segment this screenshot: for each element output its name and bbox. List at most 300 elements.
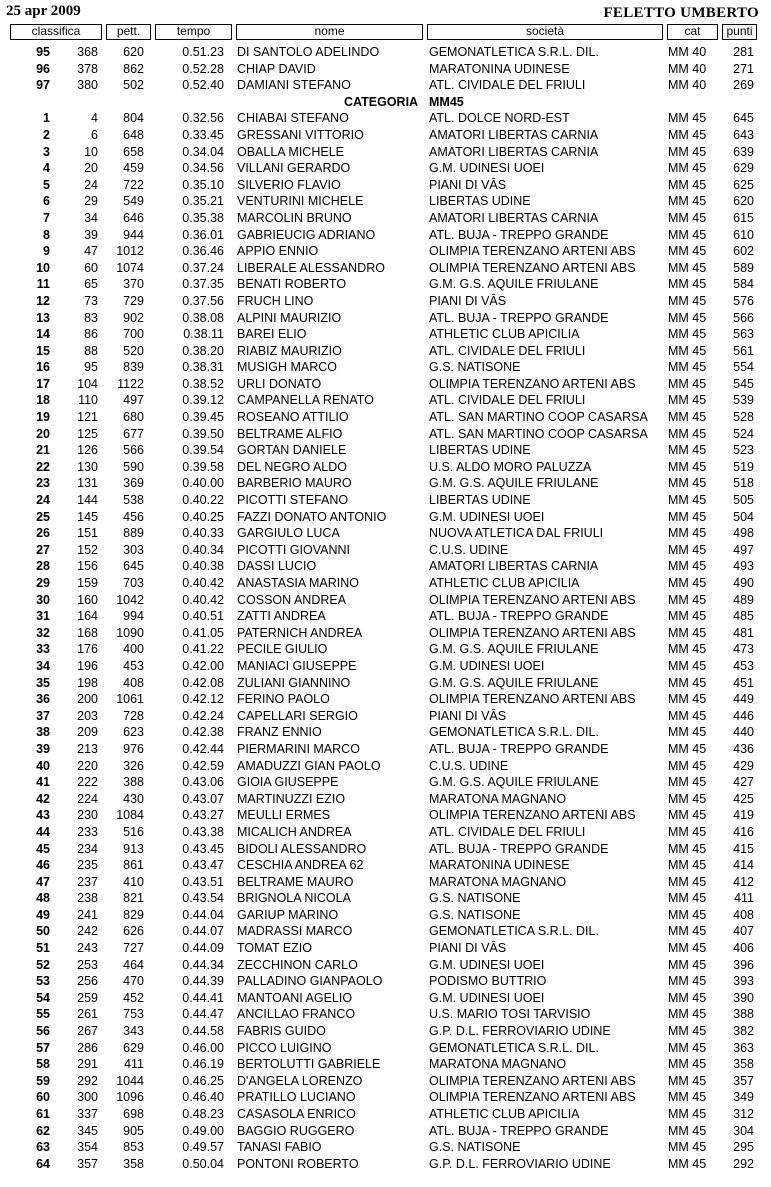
result-row [0,708,771,725]
club-name: PIANI DI VÂS [429,941,507,956]
category-code: MM 45 [668,1140,707,1155]
result-row [0,260,771,277]
bib-number: 703 [123,576,144,590]
finish-time: 0.36.46 [182,244,224,259]
points: 629 [733,161,754,176]
club-name: OLIMPIA TERENZANO ARTENI ABS [429,1090,636,1105]
category-code: MM 45 [668,426,707,441]
club-name: GEMONATLETICA S.R.L. DIL. [429,1040,599,1055]
points: 576 [733,293,754,308]
column-header-cat: cat [667,24,718,40]
athlete-name: GRESSANI VITTORIO [237,127,364,142]
category-code: MM 45 [668,758,707,773]
position: 16 [36,360,50,375]
overall-rank: 253 [77,957,98,972]
category-code: MM 45 [668,874,707,889]
points: 645 [733,111,754,126]
bib-number: 566 [123,443,144,458]
club-name: G.P. D.L. FERROVIARIO UDINE [429,1156,611,1171]
result-row [0,608,771,625]
category-code: MM 45 [668,210,707,225]
overall-rank: 125 [77,426,98,441]
club-name: ATL. BUJA - TREPPO GRANDE [429,841,609,856]
overall-rank: 110 [78,393,98,408]
overall-rank: 222 [77,775,98,790]
result-row [0,1089,771,1106]
position: 11 [36,277,50,292]
result-row [0,841,771,858]
overall-rank: 86 [84,327,98,342]
finish-time: 0.34.56 [182,161,224,176]
points: 566 [733,310,754,325]
position: 54 [36,990,50,1005]
category-label: CATEGORIA [344,94,419,109]
bib-number: 590 [123,459,144,474]
result-row [0,675,771,692]
points: 416 [733,824,754,839]
category-code: MM 45 [668,277,707,292]
bib-number: 1074 [116,260,144,275]
athlete-name: GARIUP MARINO [237,907,339,922]
position: 19 [36,410,50,425]
athlete-name: RIABIZ MAURIZIO [237,343,342,358]
result-row [0,1156,771,1173]
overall-rank: 357 [77,1156,98,1171]
category-code: MM 45 [668,410,707,425]
overall-rank: 104 [77,376,98,391]
bib-number: 358 [123,1156,144,1171]
category-code: MM 45 [668,360,707,375]
position: 50 [36,924,50,939]
category-code: MM 45 [668,741,707,756]
athlete-name: ANASTASIA MARINO [237,576,360,590]
overall-rank: 151 [77,526,98,541]
club-name: AMATORI LIBERTAS CARNIA [429,559,599,574]
finish-time: 0.41.05 [182,625,224,640]
finish-time: 0.43.07 [182,791,224,806]
overall-rank: 213 [77,741,98,756]
club-name: G.S. NATISONE [429,360,521,375]
points: 518 [733,476,754,491]
category-code: MM 45 [668,227,707,242]
bib-number: 994 [123,609,144,624]
result-row [0,475,771,492]
position: 62 [36,1123,50,1138]
finish-time: 0.51.23 [182,45,224,59]
athlete-name: MANIACI GIUSEPPE [237,658,357,673]
points: 357 [733,1073,754,1088]
points: 411 [734,891,754,906]
position: 51 [36,941,50,956]
column-header-pett: pett. [106,24,151,40]
bib-number: 658 [123,144,144,159]
finish-time: 0.35.38 [182,210,224,225]
finish-time: 0.40.34 [182,542,224,557]
position: 12 [36,293,50,308]
result-row [0,758,771,775]
category-code: MM 45 [668,376,707,391]
club-name: ATL. BUJA - TREPPO GRANDE [429,227,609,242]
bib-number: 516 [123,824,144,839]
club-name: G.S. NATISONE [429,891,521,906]
category-code: MM 45 [668,343,707,358]
position: 60 [36,1090,50,1105]
category-code: MM 45 [668,542,707,557]
overall-rank: 256 [77,974,98,989]
overall-rank: 24 [84,177,98,192]
points: 269 [733,78,754,93]
overall-rank: 10 [84,144,98,159]
club-name: U.S. MARIO TOSI TARVISIO [429,1007,591,1022]
category-code: MM 45 [668,111,707,126]
club-name: LIBERTAS UDINE [429,443,531,458]
points: 412 [733,874,754,889]
athlete-name: CAPELLARI SERGIO [237,708,358,723]
result-row [0,492,771,509]
finish-time: 0.49.57 [182,1140,224,1155]
bib-number: 727 [123,941,144,956]
points: 602 [733,244,754,259]
points: 446 [733,708,754,723]
points: 504 [733,509,754,524]
result-row [0,724,771,741]
position: 33 [36,642,50,657]
athlete-name: TANASI FABIO [237,1140,322,1155]
club-name: G.M. UDINESI UOEI [429,990,545,1005]
result-row [0,160,771,177]
finish-time: 0.44.58 [182,1024,224,1039]
club-name: AMATORI LIBERTAS CARNIA [429,144,599,159]
points: 396 [733,957,754,972]
athlete-name: DASSI LUCIO [237,559,317,574]
result-row [0,824,771,841]
overall-rank: 156 [77,559,98,574]
finish-time: 0.43.47 [182,858,224,873]
category-code: MM 45 [668,941,707,956]
bib-number: 623 [123,725,144,740]
athlete-name: MUSIGH MARCO [237,360,337,375]
bib-number: 430 [123,791,144,806]
points: 304 [733,1123,754,1138]
club-name: ATL. CIVIDALE DEL FRIULI [429,393,586,408]
athlete-name: MARCOLIN BRUNO [237,210,352,225]
position: 59 [36,1073,50,1088]
category-code: MM 45 [668,775,707,790]
club-name: MARATONINA UDINESE [429,61,570,76]
club-name: ATHLETIC CLUB APICILIA [429,1107,580,1121]
finish-time: 0.42.08 [182,675,224,690]
points: 271 [733,61,754,76]
points: 414 [733,858,754,873]
athlete-name: PICCO LUIGINO [237,1040,332,1055]
club-name: ATL. BUJA - TREPPO GRANDE [429,741,609,756]
points: 436 [733,741,754,756]
athlete-name: BAREI ELIO [237,327,307,342]
result-row [0,575,771,592]
race-date: 25 apr 2009 [6,3,81,19]
overall-rank: 131 [77,476,98,491]
position: 28 [36,559,50,574]
overall-rank: 4 [91,111,98,126]
bib-number: 645 [123,559,144,574]
finish-time: 0.37.56 [182,293,224,308]
points: 429 [733,758,754,773]
bib-number: 728 [123,708,144,723]
position: 44 [36,824,50,839]
athlete-name: D'ANGELA LORENZO [237,1073,363,1088]
finish-time: 0.40.38 [182,559,224,574]
points: 408 [733,907,754,922]
result-row [0,409,771,426]
result-row [0,625,771,642]
points: 523 [733,443,754,458]
overall-rank: 209 [77,725,98,740]
position: 64 [36,1156,50,1171]
result-row [0,127,771,144]
points: 498 [733,526,754,541]
category-code: MM 45 [668,658,707,673]
points: 363 [733,1040,754,1055]
points: 524 [733,426,754,441]
overall-rank: 176 [77,642,98,657]
points: 453 [733,658,754,673]
athlete-name: GABRIEUCIG ADRIANO [237,227,376,242]
result-row [0,442,771,459]
column-header-punti: punti [722,24,757,40]
athlete-name: VENTURINI MICHELE [237,194,364,209]
athlete-name: ALPINI MAURIZIO [237,310,342,325]
position: 35 [36,675,50,690]
result-row [0,310,771,327]
points: 490 [733,576,754,590]
position: 2 [43,127,50,142]
overall-rank: 237 [77,874,98,889]
result-row [0,774,771,791]
athlete-name: FAZZI DONATO ANTONIO [237,509,387,524]
bib-number: 1012 [116,244,144,259]
position: 22 [36,459,50,474]
points: 281 [733,45,754,59]
bib-number: 1042 [116,592,144,607]
finish-time: 0.46.19 [182,1057,224,1072]
category-code: MM 45 [668,675,707,690]
bib-number: 698 [123,1107,144,1121]
finish-time: 0.37.35 [182,277,224,292]
position: 96 [36,61,50,76]
overall-rank: 164 [77,609,98,624]
points: 449 [733,692,754,707]
finish-time: 0.48.23 [182,1107,224,1121]
overall-rank: 200 [77,692,98,707]
category-code: MM 45 [668,260,707,275]
points: 610 [733,227,754,242]
bib-number: 453 [123,658,144,673]
category-code: MM 45 [668,808,707,823]
finish-time: 0.42.44 [182,741,224,756]
overall-rank: 203 [77,708,98,723]
club-name: OLIMPIA TERENZANO ARTENI ABS [429,1073,636,1088]
overall-rank: 6 [91,127,98,142]
result-row [0,210,771,227]
result-row [0,359,771,376]
finish-time: 0.43.38 [182,824,224,839]
result-row [0,1106,771,1123]
points: 563 [733,327,754,342]
position: 63 [36,1140,50,1155]
result-row [0,193,771,210]
category-code: MM 45 [668,144,707,159]
finish-time: 0.44.47 [182,1007,224,1022]
bib-number: 677 [123,426,144,441]
overall-rank: 160 [77,592,98,607]
club-name: MARATONA MAGNANO [429,874,567,889]
finish-time: 0.46.00 [182,1040,224,1055]
points: 358 [733,1057,754,1072]
club-name: C.U.S. UDINE [429,542,509,557]
category-code: MM 45 [668,559,707,574]
category-code: MM 45 [668,1107,707,1121]
points: 620 [733,194,754,209]
athlete-name: CAMPANELLA RENATO [237,393,374,408]
position: 45 [36,841,50,856]
finish-time: 0.38.52 [182,376,224,391]
bib-number: 700 [123,327,144,342]
position: 31 [36,609,50,624]
athlete-name: DEL NEGRO ALDO [237,459,347,474]
overall-rank: 29 [84,194,98,209]
bib-number: 862 [123,61,144,76]
finish-time: 0.44.34 [182,957,224,972]
club-name: OLIMPIA TERENZANO ARTENI ABS [429,244,636,259]
overall-rank: 378 [77,61,98,76]
athlete-name: CHIABAI STEFANO [237,111,349,126]
finish-time: 0.42.24 [182,708,224,723]
results-table [0,44,771,1172]
finish-time: 0.43.27 [182,808,224,823]
club-name: G.M. UDINESI UOEI [429,957,545,972]
position: 58 [36,1057,50,1072]
bib-number: 1061 [116,692,144,707]
category-code: MM 45 [668,1090,707,1105]
athlete-name: FABRIS GUIDO [237,1024,326,1039]
category-header [0,94,771,111]
overall-rank: 233 [77,824,98,839]
bib-number: 326 [123,758,144,773]
overall-rank: 159 [77,576,98,590]
athlete-name: LIBERALE ALESSANDRO [237,260,385,275]
category-code: MM 45 [668,592,707,607]
athlete-name: BAGGIO RUGGERO [237,1123,355,1138]
athlete-name: APPIO ENNIO [237,244,319,259]
points: 554 [733,360,754,375]
category-code: MM 45 [668,858,707,873]
points: 497 [733,542,754,557]
points: 625 [733,177,754,192]
result-row [0,392,771,409]
points: 519 [733,459,754,474]
club-name: AMATORI LIBERTAS CARNIA [429,127,599,142]
position: 9 [43,244,50,259]
result-row [0,592,771,609]
club-name: OLIMPIA TERENZANO ARTENI ABS [429,592,636,607]
club-name: ATL. SAN MARTINO COOP CASARSA [429,410,648,425]
bib-number: 400 [123,642,144,657]
result-row [0,177,771,194]
finish-time: 0.40.00 [182,476,224,491]
category-code: MM 45 [668,576,707,590]
category-code: MM 45 [668,791,707,806]
category-code: MM 45 [668,177,707,192]
position: 53 [36,974,50,989]
position: 20 [36,426,50,441]
bib-number: 470 [123,974,144,989]
finish-time: 0.35.10 [182,177,224,192]
position: 10 [36,260,50,275]
club-name: OLIMPIA TERENZANO ARTENI ABS [429,625,636,640]
club-name: G.M. UDINESI UOEI [429,161,545,176]
bib-number: 456 [123,509,144,524]
points: 451 [733,675,754,690]
bib-number: 502 [123,78,144,93]
result-row [0,1006,771,1023]
category-code: MM 45 [668,708,707,723]
position: 3 [43,144,50,159]
bib-number: 680 [123,410,144,425]
club-name: AMATORI LIBERTAS CARNIA [429,210,599,225]
athlete-name: BARBERIO MAURO [237,476,352,491]
bib-number: 1122 [117,376,144,391]
club-name: LIBERTAS UDINE [429,194,531,209]
finish-time: 0.43.54 [182,891,224,906]
finish-time: 0.34.04 [182,144,224,159]
result-row [0,1023,771,1040]
bib-number: 452 [123,990,144,1005]
points: 407 [733,924,754,939]
bib-number: 343 [123,1024,144,1039]
club-name: GEMONATLETICA S.R.L. DIL. [429,725,599,740]
finish-time: 0.39.45 [182,410,224,425]
column-header-nome: nome [236,24,423,40]
position: 14 [36,327,50,342]
finish-time: 0.43.51 [182,874,224,889]
finish-time: 0.42.38 [182,725,224,740]
finish-time: 0.52.40 [182,78,224,93]
finish-time: 0.44.04 [182,907,224,922]
finish-time: 0.42.59 [182,758,224,773]
athlete-name: MANTOANI AGELIO [237,990,353,1005]
overall-rank: 83 [84,310,98,325]
finish-time: 0.38.08 [182,310,224,325]
athlete-name: PICOTTI STEFANO [237,493,349,508]
column-header-classifica: classifica [10,24,102,40]
athlete-name: URLI DONATO [237,376,322,391]
bib-number: 408 [123,675,144,690]
bib-number: 538 [123,493,144,508]
overall-rank: 95 [84,360,98,375]
position: 55 [36,1007,50,1022]
bib-number: 369 [123,476,144,491]
column-header-societa: società [427,24,663,40]
athlete-name: MICALICH ANDREA [237,824,352,839]
athlete-name: PATERNICH ANDREA [237,625,363,640]
finish-time: 0.43.45 [182,841,224,856]
points: 485 [733,609,754,624]
athlete-name: BRIGNOLA NICOLA [237,891,351,906]
club-name: G.S. NATISONE [429,907,521,922]
overall-rank: 145 [77,509,98,524]
position: 5 [43,177,50,192]
athlete-name: BERTOLUTTI GABRIELE [237,1057,381,1072]
